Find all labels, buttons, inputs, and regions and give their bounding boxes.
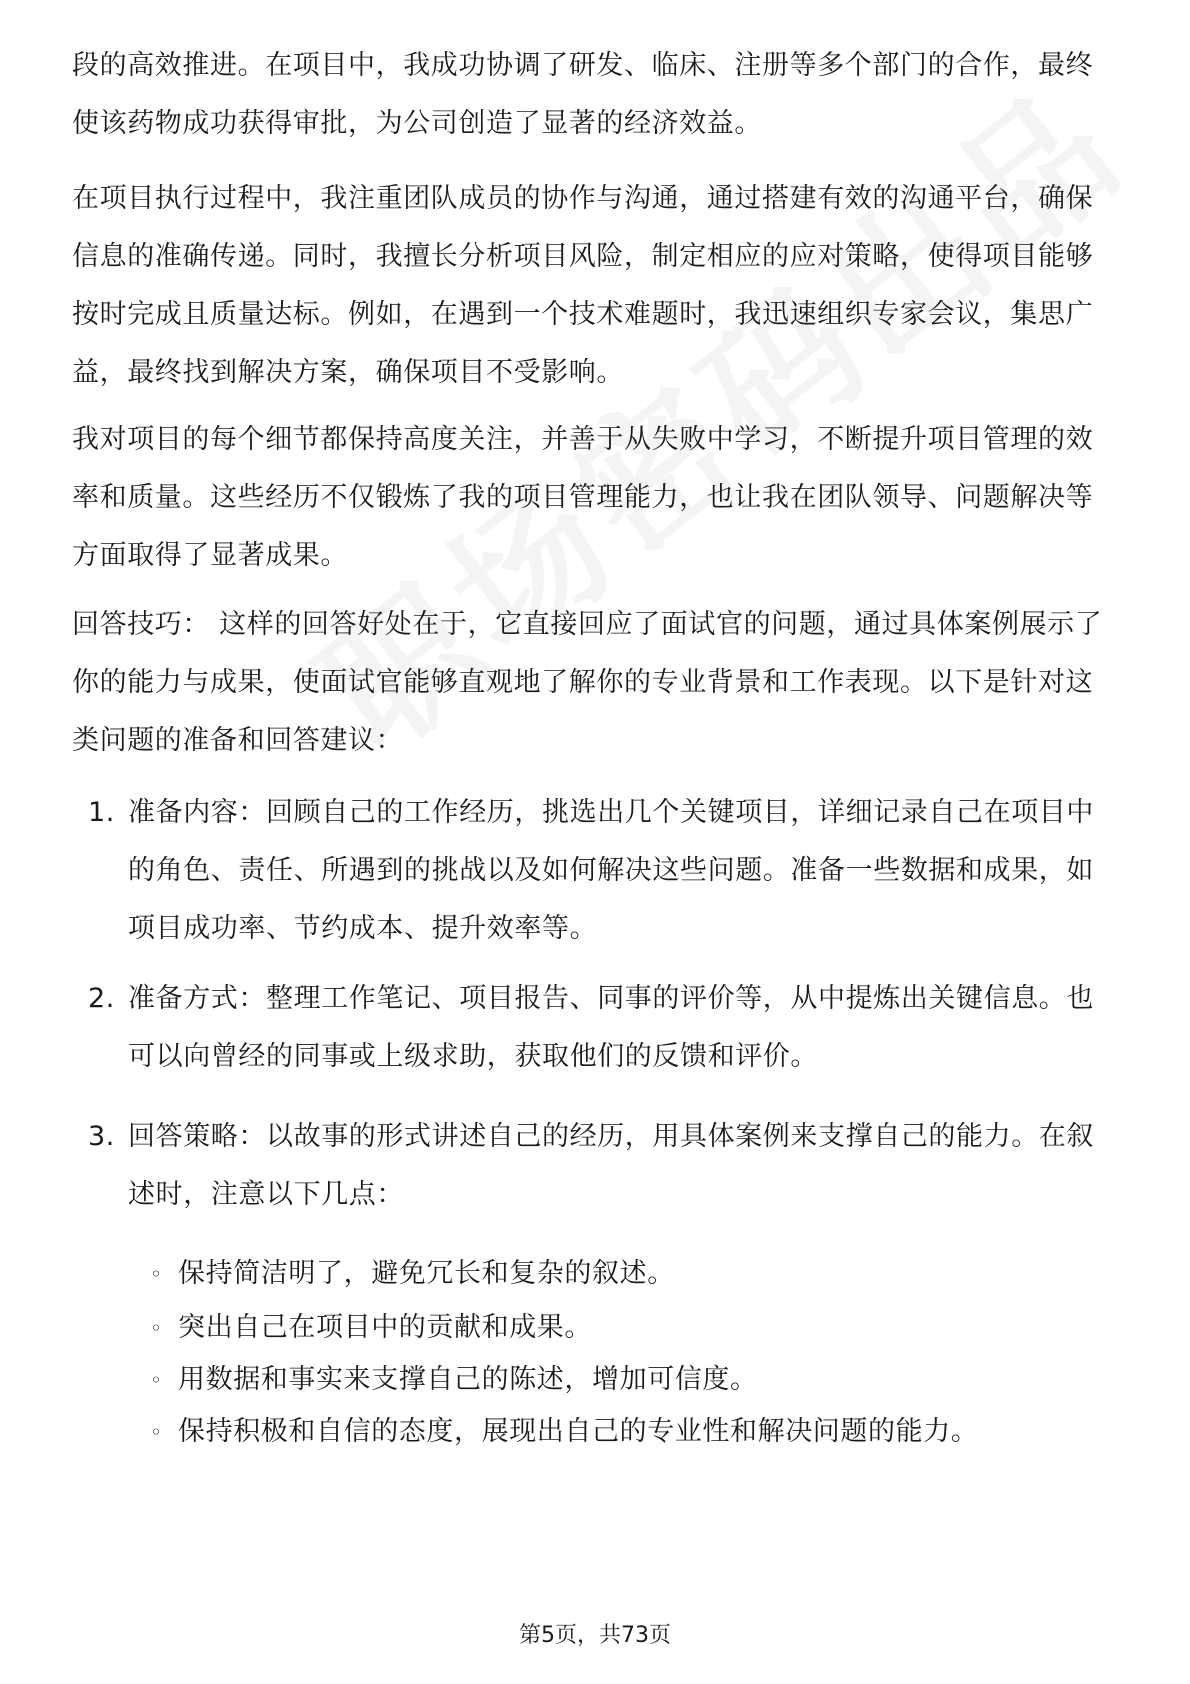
bullet-marker: ◦: [150, 1368, 163, 1392]
numbered-item-marker: 1.: [88, 797, 115, 828]
bullet-marker: ◦: [150, 1262, 163, 1286]
numbered-item-text: 准备方式：整理工作笔记、项目报告、同事的评价等，从中提炼出关键信息。也可以向曾经的同事或上级求助，获取他们的反馈和评价。: [128, 983, 1094, 1072]
page-number-footer: 第5页，共73页: [519, 1623, 671, 1648]
bullet-marker: ◦: [150, 1420, 163, 1444]
numbered-item-marker: 2.: [88, 983, 115, 1014]
paragraph-4-answer-tips: 回答技巧： 这样的回答好处在于，它直接回应了面试官的问题，通过具体案例展示了你的能力与成果，使面试官能够直观地了解你的专业背景和工作表现。以下是针对这类问题的准备和回答建议：: [72, 609, 1103, 756]
bullet-text: 保持积极和自信的态度，展现出自己的专业性和解决问题的能力。: [178, 1416, 979, 1447]
numbered-item-text: 准备内容：回顾自己的工作经历，挑选出几个关键项目，详细记录自己在项目中的角色、责任、所遇到的挑战以及如何解决这些问题。准备一些数据和成果，如项目成功率、节约成本、提升效率等。: [128, 797, 1094, 944]
bullet-text: 用数据和事实来支撑自己的陈述，增加可信度。: [178, 1364, 758, 1395]
bullet-text: 突出自己在项目中的贡献和成果。: [178, 1312, 592, 1343]
bullet-text: 保持简洁明了，避免冗长和复杂的叙述。: [178, 1258, 675, 1289]
paragraph-2: 在项目执行过程中，我注重团队成员的协作与沟通，通过搭建有效的沟通平台，确保信息的准确传递。同时，我擅长分析项目风险，制定相应的应对策略，使得项目能够按时完成且质量达标。例如，在遇到一个技术难题时，我迅速组织专家会议，集思广益，最终找到解决方案，确保项目不受影响。: [72, 183, 1094, 388]
paragraph-3: 我对项目的每个细节都保持高度关注，并善于从失败中学习，不断提升项目管理的效率和质量。这些经历不仅锻炼了我的项目管理能力，也让我在团队领导、问题解决等方面取得了显著成果。: [72, 424, 1094, 571]
numbered-item-marker: 3.: [88, 1121, 115, 1152]
paragraph-1: 段的高效推进。在项目中，我成功协调了研发、临床、注册等多个部门的合作，最终使该药物成功获得审批，为公司创造了显著的经济效益。: [72, 50, 1094, 139]
bullet-marker: ◦: [150, 1316, 163, 1340]
numbered-item-text: 回答策略：以故事的形式讲述自己的经历，用具体案例来支撑自己的能力。在叙述时，注意以下几点：: [128, 1121, 1094, 1210]
